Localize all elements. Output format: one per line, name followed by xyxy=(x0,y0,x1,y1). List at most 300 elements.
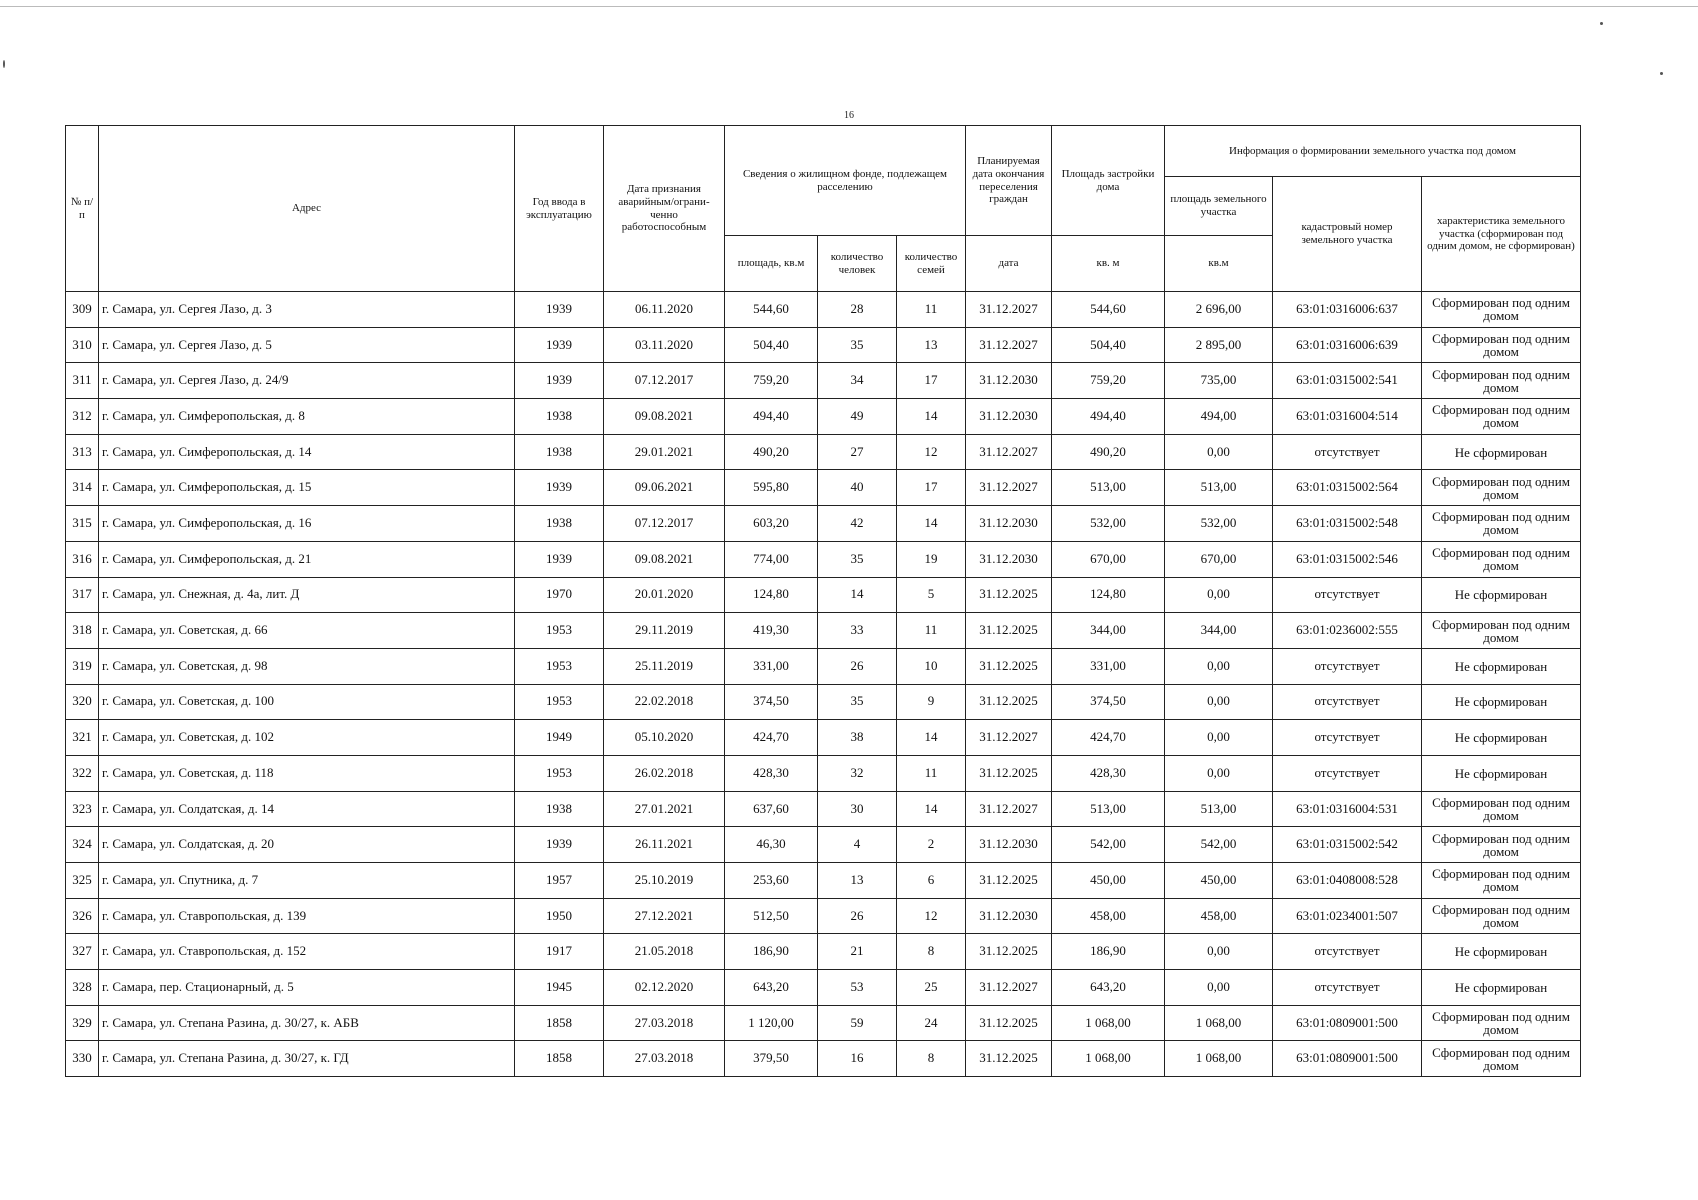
cell-date-recognized: 07.12.2017 xyxy=(604,363,725,399)
cell-built-area: 186,90 xyxy=(1052,934,1165,970)
cell-planned-end: 31.12.2030 xyxy=(966,363,1052,399)
cell-year: 1953 xyxy=(515,755,604,791)
cell-land-area: 2 696,00 xyxy=(1165,292,1273,328)
cell-people: 4 xyxy=(818,827,897,863)
cell-land-char: Не сформирован xyxy=(1422,720,1581,756)
cell-people: 27 xyxy=(818,434,897,470)
header-built-area: Площадь застройки дома xyxy=(1052,126,1165,236)
cell-land-char: Сформирован под одним домом xyxy=(1422,613,1581,649)
cell-address: г. Самара, ул. Симферопольская, д. 14 xyxy=(99,434,515,470)
header-area-sqm: площадь, кв.м xyxy=(725,236,818,292)
cell-year: 1939 xyxy=(515,541,604,577)
cell-year: 1957 xyxy=(515,863,604,899)
cell-address: г. Самара, ул. Симферопольская, д. 15 xyxy=(99,470,515,506)
header-address: Адрес xyxy=(99,126,515,292)
cell-built-area: 450,00 xyxy=(1052,863,1165,899)
header-built-area-sub: кв. м xyxy=(1052,236,1165,292)
cell-year: 1939 xyxy=(515,292,604,328)
cell-year: 1938 xyxy=(515,791,604,827)
cell-date-recognized: 22.02.2018 xyxy=(604,684,725,720)
cell-land-area: 0,00 xyxy=(1165,934,1273,970)
cell-area: 643,20 xyxy=(725,970,818,1006)
cell-address: г. Самара, ул. Сергея Лазо, д. 3 xyxy=(99,292,515,328)
cell-families: 10 xyxy=(897,648,966,684)
cell-address: г. Самара, ул. Советская, д. 102 xyxy=(99,720,515,756)
cell-cadastral: 63:01:0809001:500 xyxy=(1273,1005,1422,1041)
table-row xyxy=(66,541,1581,577)
cell-land-area: 0,00 xyxy=(1165,720,1273,756)
cell-people: 28 xyxy=(818,292,897,328)
cell-area: 1 120,00 xyxy=(725,1005,818,1041)
cell-families: 14 xyxy=(897,506,966,542)
cell-no: 328 xyxy=(66,970,99,1006)
cell-planned-end: 31.12.2025 xyxy=(966,1041,1052,1077)
cell-built-area: 643,20 xyxy=(1052,970,1165,1006)
table-row xyxy=(66,863,1581,899)
cell-year: 1939 xyxy=(515,327,604,363)
cell-people: 35 xyxy=(818,541,897,577)
cell-planned-end: 31.12.2027 xyxy=(966,470,1052,506)
cell-area: 774,00 xyxy=(725,541,818,577)
cell-area: 124,80 xyxy=(725,577,818,613)
table-row xyxy=(66,399,1581,435)
cell-date-recognized: 21.05.2018 xyxy=(604,934,725,970)
cell-land-char: Сформирован под одним домом xyxy=(1422,1005,1581,1041)
cell-families: 8 xyxy=(897,934,966,970)
header-planned-end: Планируемая дата окончания переселения граждан xyxy=(966,126,1052,236)
cell-people: 32 xyxy=(818,755,897,791)
cell-land-char: Не сформирован xyxy=(1422,648,1581,684)
cell-families: 11 xyxy=(897,755,966,791)
cell-families: 12 xyxy=(897,434,966,470)
header-no: № п/п xyxy=(66,126,99,292)
cell-year: 1970 xyxy=(515,577,604,613)
cell-land-area: 344,00 xyxy=(1165,613,1273,649)
cell-built-area: 458,00 xyxy=(1052,898,1165,934)
cell-cadastral: отсутствует xyxy=(1273,434,1422,470)
cell-area: 46,30 xyxy=(725,827,818,863)
table-row xyxy=(66,898,1581,934)
cell-families: 17 xyxy=(897,470,966,506)
cell-date-recognized: 26.02.2018 xyxy=(604,755,725,791)
cell-families: 24 xyxy=(897,1005,966,1041)
table-row xyxy=(66,506,1581,542)
cell-no: 313 xyxy=(66,434,99,470)
cell-land-char: Сформирован под одним домом xyxy=(1422,1041,1581,1077)
cell-families: 14 xyxy=(897,720,966,756)
cell-people: 49 xyxy=(818,399,897,435)
cell-cadastral: 63:01:0315002:564 xyxy=(1273,470,1422,506)
header-land-info: Информация о формировании земельного участка под домом xyxy=(1165,126,1581,177)
cell-land-area: 0,00 xyxy=(1165,648,1273,684)
cell-families: 17 xyxy=(897,363,966,399)
cell-year: 1938 xyxy=(515,434,604,470)
cell-cadastral: 63:01:0315002:548 xyxy=(1273,506,1422,542)
cell-land-area: 0,00 xyxy=(1165,755,1273,791)
cell-land-char: Сформирован под одним домом xyxy=(1422,470,1581,506)
cell-date-recognized: 02.12.2020 xyxy=(604,970,725,1006)
cell-address: г. Самара, ул. Степана Разина, д. 30/27, к. АБВ xyxy=(99,1005,515,1041)
cell-no: 324 xyxy=(66,827,99,863)
header-cadastral: кадастровый номер земельного участка xyxy=(1273,177,1422,292)
cell-no: 327 xyxy=(66,934,99,970)
cell-planned-end: 31.12.2027 xyxy=(966,292,1052,328)
cell-planned-end: 31.12.2030 xyxy=(966,898,1052,934)
cell-date-recognized: 05.10.2020 xyxy=(604,720,725,756)
cell-built-area: 428,30 xyxy=(1052,755,1165,791)
cell-area: 603,20 xyxy=(725,506,818,542)
cell-people: 14 xyxy=(818,577,897,613)
cell-address: г. Самара, ул. Советская, д. 98 xyxy=(99,648,515,684)
cell-built-area: 344,00 xyxy=(1052,613,1165,649)
cell-land-area: 735,00 xyxy=(1165,363,1273,399)
cell-cadastral: 63:01:0236002:555 xyxy=(1273,613,1422,649)
cell-year: 1953 xyxy=(515,648,604,684)
cell-land-area: 0,00 xyxy=(1165,684,1273,720)
table-row xyxy=(66,613,1581,649)
cell-cadastral: 63:01:0316006:639 xyxy=(1273,327,1422,363)
table-row xyxy=(66,363,1581,399)
cell-cadastral: 63:01:0315002:541 xyxy=(1273,363,1422,399)
cell-year: 1953 xyxy=(515,684,604,720)
table-row xyxy=(66,1041,1581,1077)
table-row xyxy=(66,292,1581,328)
cell-year: 1938 xyxy=(515,506,604,542)
cell-no: 310 xyxy=(66,327,99,363)
cell-families: 5 xyxy=(897,577,966,613)
cell-planned-end: 31.12.2027 xyxy=(966,720,1052,756)
cell-land-area: 0,00 xyxy=(1165,970,1273,1006)
cell-planned-end: 31.12.2025 xyxy=(966,934,1052,970)
table-header xyxy=(66,126,1581,292)
cell-planned-end: 31.12.2025 xyxy=(966,863,1052,899)
cell-planned-end: 31.12.2025 xyxy=(966,613,1052,649)
cell-no: 326 xyxy=(66,898,99,934)
cell-land-area: 0,00 xyxy=(1165,434,1273,470)
cell-no: 322 xyxy=(66,755,99,791)
cell-families: 2 xyxy=(897,827,966,863)
cell-area: 490,20 xyxy=(725,434,818,470)
cell-date-recognized: 03.11.2020 xyxy=(604,327,725,363)
cell-planned-end: 31.12.2025 xyxy=(966,755,1052,791)
cell-land-area: 1 068,00 xyxy=(1165,1041,1273,1077)
cell-land-char: Сформирован под одним домом xyxy=(1422,827,1581,863)
cell-built-area: 424,70 xyxy=(1052,720,1165,756)
cell-families: 11 xyxy=(897,613,966,649)
cell-no: 318 xyxy=(66,613,99,649)
cell-built-area: 1 068,00 xyxy=(1052,1041,1165,1077)
cell-land-char: Сформирован под одним домом xyxy=(1422,506,1581,542)
header-people-count: количество человек xyxy=(818,236,897,292)
cell-cadastral: отсутствует xyxy=(1273,648,1422,684)
cell-cadastral: 63:01:0315002:546 xyxy=(1273,541,1422,577)
cell-date-recognized: 29.11.2019 xyxy=(604,613,725,649)
cell-planned-end: 31.12.2025 xyxy=(966,684,1052,720)
cell-land-area: 458,00 xyxy=(1165,898,1273,934)
table-row xyxy=(66,648,1581,684)
cell-cadastral: 63:01:0315002:542 xyxy=(1273,827,1422,863)
cell-no: 320 xyxy=(66,684,99,720)
cell-area: 428,30 xyxy=(725,755,818,791)
cell-year: 1939 xyxy=(515,470,604,506)
cell-area: 331,00 xyxy=(725,648,818,684)
cell-date-recognized: 25.10.2019 xyxy=(604,863,725,899)
cell-people: 38 xyxy=(818,720,897,756)
cell-land-char: Не сформирован xyxy=(1422,934,1581,970)
cell-planned-end: 31.12.2027 xyxy=(966,970,1052,1006)
table-row xyxy=(66,755,1581,791)
cell-date-recognized: 07.12.2017 xyxy=(604,506,725,542)
cell-address: г. Самара, ул. Симферопольская, д. 8 xyxy=(99,399,515,435)
cell-families: 14 xyxy=(897,399,966,435)
cell-people: 42 xyxy=(818,506,897,542)
cell-date-recognized: 09.06.2021 xyxy=(604,470,725,506)
table-row xyxy=(66,827,1581,863)
cell-address: г. Самара, ул. Сергея Лазо, д. 24/9 xyxy=(99,363,515,399)
cell-no: 309 xyxy=(66,292,99,328)
cell-planned-end: 31.12.2027 xyxy=(966,434,1052,470)
cell-address: г. Самара, ул. Солдатская, д. 20 xyxy=(99,827,515,863)
cell-land-char: Сформирован под одним домом xyxy=(1422,327,1581,363)
cell-families: 8 xyxy=(897,1041,966,1077)
cell-land-area: 670,00 xyxy=(1165,541,1273,577)
cell-land-area: 494,00 xyxy=(1165,399,1273,435)
cell-year: 1939 xyxy=(515,363,604,399)
cell-built-area: 504,40 xyxy=(1052,327,1165,363)
cell-people: 34 xyxy=(818,363,897,399)
housing-table xyxy=(65,125,1581,1077)
cell-land-char: Не сформирован xyxy=(1422,755,1581,791)
scan-speck xyxy=(1600,22,1603,25)
header-land-area: площадь земельного участка xyxy=(1165,177,1273,236)
cell-year: 1917 xyxy=(515,934,604,970)
cell-land-area: 542,00 xyxy=(1165,827,1273,863)
page-number: 16 xyxy=(844,110,854,121)
cell-land-area: 450,00 xyxy=(1165,863,1273,899)
header-planned-end-sub: дата xyxy=(966,236,1052,292)
header-date-recognized: Дата признания аварийным/ограни-ченно работоспособным xyxy=(604,126,725,292)
cell-area: 504,40 xyxy=(725,327,818,363)
cell-year: 1949 xyxy=(515,720,604,756)
cell-cadastral: 63:01:0316004:531 xyxy=(1273,791,1422,827)
cell-no: 330 xyxy=(66,1041,99,1077)
cell-cadastral: 63:01:0316006:637 xyxy=(1273,292,1422,328)
cell-year: 1950 xyxy=(515,898,604,934)
cell-families: 9 xyxy=(897,684,966,720)
cell-address: г. Самара, ул. Советская, д. 66 xyxy=(99,613,515,649)
cell-no: 317 xyxy=(66,577,99,613)
cell-families: 25 xyxy=(897,970,966,1006)
cell-no: 315 xyxy=(66,506,99,542)
cell-people: 30 xyxy=(818,791,897,827)
cell-area: 253,60 xyxy=(725,863,818,899)
cell-land-area: 513,00 xyxy=(1165,791,1273,827)
cell-land-char: Сформирован под одним домом xyxy=(1422,363,1581,399)
cell-address: г. Самара, ул. Советская, д. 118 xyxy=(99,755,515,791)
cell-no: 316 xyxy=(66,541,99,577)
cell-land-char: Сформирован под одним домом xyxy=(1422,399,1581,435)
header-housing-info: Сведения о жилищном фонде, подлежащем расселению xyxy=(725,126,966,236)
cell-planned-end: 31.12.2030 xyxy=(966,399,1052,435)
cell-built-area: 513,00 xyxy=(1052,470,1165,506)
cell-built-area: 670,00 xyxy=(1052,541,1165,577)
scan-speck xyxy=(3,60,5,68)
cell-address: г. Самара, пер. Стационарный, д. 5 xyxy=(99,970,515,1006)
cell-land-char: Сформирован под одним домом xyxy=(1422,898,1581,934)
cell-planned-end: 31.12.2027 xyxy=(966,791,1052,827)
cell-land-char: Сформирован под одним домом xyxy=(1422,292,1581,328)
cell-families: 19 xyxy=(897,541,966,577)
cell-built-area: 542,00 xyxy=(1052,827,1165,863)
cell-no: 325 xyxy=(66,863,99,899)
cell-address: г. Самара, ул. Сергея Лазо, д. 5 xyxy=(99,327,515,363)
cell-planned-end: 31.12.2025 xyxy=(966,577,1052,613)
cell-built-area: 513,00 xyxy=(1052,791,1165,827)
cell-planned-end: 31.12.2025 xyxy=(966,648,1052,684)
cell-built-area: 544,60 xyxy=(1052,292,1165,328)
cell-no: 321 xyxy=(66,720,99,756)
cell-cadastral: 63:01:0234001:507 xyxy=(1273,898,1422,934)
cell-planned-end: 31.12.2030 xyxy=(966,506,1052,542)
scan-speck xyxy=(1660,72,1663,75)
cell-people: 53 xyxy=(818,970,897,1006)
cell-built-area: 490,20 xyxy=(1052,434,1165,470)
cell-land-area: 513,00 xyxy=(1165,470,1273,506)
cell-date-recognized: 27.03.2018 xyxy=(604,1041,725,1077)
cell-land-area: 2 895,00 xyxy=(1165,327,1273,363)
cell-cadastral: отсутствует xyxy=(1273,720,1422,756)
cell-no: 314 xyxy=(66,470,99,506)
cell-cadastral: 63:01:0809001:500 xyxy=(1273,1041,1422,1077)
cell-cadastral: отсутствует xyxy=(1273,577,1422,613)
cell-people: 35 xyxy=(818,684,897,720)
cell-families: 12 xyxy=(897,898,966,934)
cell-address: г. Самара, ул. Советская, д. 100 xyxy=(99,684,515,720)
cell-families: 13 xyxy=(897,327,966,363)
table-row xyxy=(66,791,1581,827)
cell-people: 59 xyxy=(818,1005,897,1041)
scan-edge-line xyxy=(0,6,1698,7)
cell-year: 1858 xyxy=(515,1005,604,1041)
table-row xyxy=(66,577,1581,613)
cell-cadastral: отсутствует xyxy=(1273,684,1422,720)
cell-people: 13 xyxy=(818,863,897,899)
cell-land-char: Сформирован под одним домом xyxy=(1422,541,1581,577)
cell-date-recognized: 27.03.2018 xyxy=(604,1005,725,1041)
cell-address: г. Самара, ул. Ставропольская, д. 139 xyxy=(99,898,515,934)
cell-people: 35 xyxy=(818,327,897,363)
cell-people: 26 xyxy=(818,648,897,684)
header-year: Год ввода в эксплуатацию xyxy=(515,126,604,292)
cell-area: 374,50 xyxy=(725,684,818,720)
cell-date-recognized: 09.08.2021 xyxy=(604,541,725,577)
cell-land-area: 1 068,00 xyxy=(1165,1005,1273,1041)
cell-area: 512,50 xyxy=(725,898,818,934)
cell-families: 11 xyxy=(897,292,966,328)
table-body xyxy=(66,292,1581,1077)
cell-area: 424,70 xyxy=(725,720,818,756)
table-row xyxy=(66,1005,1581,1041)
cell-planned-end: 31.12.2027 xyxy=(966,327,1052,363)
header-families-count: количество семей xyxy=(897,236,966,292)
cell-area: 419,30 xyxy=(725,613,818,649)
cell-address: г. Самара, ул. Ставропольская, д. 152 xyxy=(99,934,515,970)
cell-no: 329 xyxy=(66,1005,99,1041)
cell-area: 595,80 xyxy=(725,470,818,506)
cell-built-area: 1 068,00 xyxy=(1052,1005,1165,1041)
cell-cadastral: отсутствует xyxy=(1273,755,1422,791)
cell-people: 40 xyxy=(818,470,897,506)
cell-people: 16 xyxy=(818,1041,897,1077)
cell-land-char: Сформирован под одним домом xyxy=(1422,791,1581,827)
cell-address: г. Самара, ул. Степана Разина, д. 30/27, к. ГД xyxy=(99,1041,515,1077)
cell-area: 637,60 xyxy=(725,791,818,827)
cell-address: г. Самара, ул. Солдатская, д. 14 xyxy=(99,791,515,827)
cell-planned-end: 31.12.2030 xyxy=(966,827,1052,863)
cell-planned-end: 31.12.2030 xyxy=(966,541,1052,577)
cell-families: 6 xyxy=(897,863,966,899)
table-row xyxy=(66,470,1581,506)
cell-year: 1945 xyxy=(515,970,604,1006)
cell-built-area: 494,40 xyxy=(1052,399,1165,435)
cell-area: 186,90 xyxy=(725,934,818,970)
cell-date-recognized: 27.12.2021 xyxy=(604,898,725,934)
cell-built-area: 532,00 xyxy=(1052,506,1165,542)
cell-date-recognized: 29.01.2021 xyxy=(604,434,725,470)
table-row xyxy=(66,970,1581,1006)
cell-year: 1953 xyxy=(515,613,604,649)
header-land-char: характеристика земельного участка (сформирован под одним домом, не сформирован) xyxy=(1422,177,1581,292)
cell-no: 319 xyxy=(66,648,99,684)
table-row xyxy=(66,434,1581,470)
cell-address: г. Самара, ул. Симферопольская, д. 16 xyxy=(99,506,515,542)
cell-year: 1858 xyxy=(515,1041,604,1077)
table-row xyxy=(66,684,1581,720)
cell-date-recognized: 09.08.2021 xyxy=(604,399,725,435)
cell-land-char: Не сформирован xyxy=(1422,970,1581,1006)
table-row xyxy=(66,327,1581,363)
cell-cadastral: отсутствует xyxy=(1273,934,1422,970)
table-row xyxy=(66,934,1581,970)
cell-date-recognized: 27.01.2021 xyxy=(604,791,725,827)
table-row xyxy=(66,720,1581,756)
cell-no: 311 xyxy=(66,363,99,399)
cell-area: 494,40 xyxy=(725,399,818,435)
cell-date-recognized: 26.11.2021 xyxy=(604,827,725,863)
cell-built-area: 124,80 xyxy=(1052,577,1165,613)
cell-address: г. Самара, ул. Спутника, д. 7 xyxy=(99,863,515,899)
cell-people: 33 xyxy=(818,613,897,649)
cell-land-char: Не сформирован xyxy=(1422,434,1581,470)
cell-land-char: Не сформирован xyxy=(1422,577,1581,613)
cell-area: 544,60 xyxy=(725,292,818,328)
cell-land-char: Не сформирован xyxy=(1422,684,1581,720)
cell-planned-end: 31.12.2025 xyxy=(966,1005,1052,1041)
cell-date-recognized: 25.11.2019 xyxy=(604,648,725,684)
header-land-area-sub: кв.м xyxy=(1165,236,1273,292)
cell-no: 312 xyxy=(66,399,99,435)
cell-built-area: 759,20 xyxy=(1052,363,1165,399)
cell-land-area: 532,00 xyxy=(1165,506,1273,542)
cell-land-char: Сформирован под одним домом xyxy=(1422,863,1581,899)
cell-year: 1938 xyxy=(515,399,604,435)
cell-area: 379,50 xyxy=(725,1041,818,1077)
cell-area: 759,20 xyxy=(725,363,818,399)
cell-address: г. Самара, ул. Симферопольская, д. 21 xyxy=(99,541,515,577)
cell-cadastral: 63:01:0408008:528 xyxy=(1273,863,1422,899)
cell-date-recognized: 20.01.2020 xyxy=(604,577,725,613)
cell-cadastral: отсутствует xyxy=(1273,970,1422,1006)
